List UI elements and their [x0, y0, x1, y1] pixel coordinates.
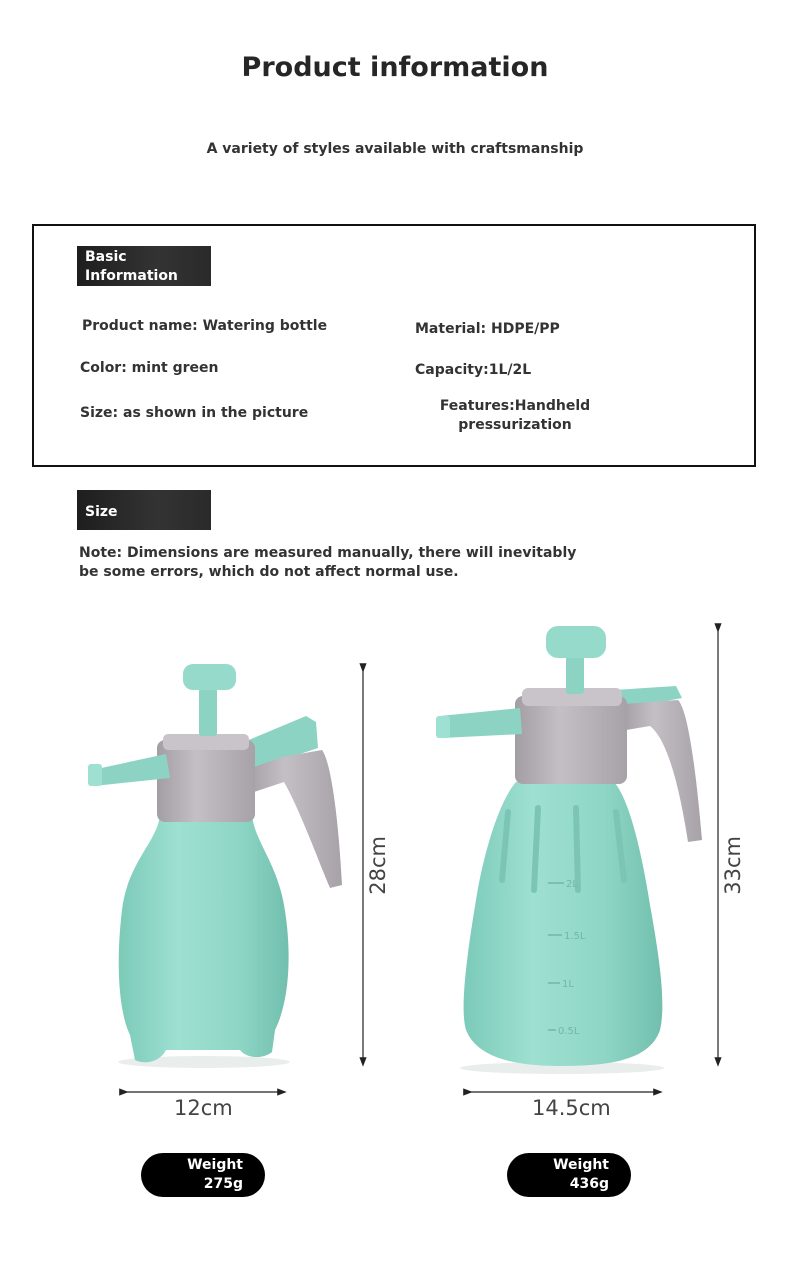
features-line1: Features:Handheld: [439, 398, 591, 414]
size: Size: as shown in the picture: [80, 405, 309, 421]
small-weight-value: 275g: [203, 1176, 243, 1192]
small-weight-label: Weight: [187, 1157, 243, 1173]
note-line2: be some errors, which do not affect normal use.: [79, 564, 459, 580]
capacity: Capacity:1L/2L: [415, 362, 532, 378]
features-line2: pressurization: [458, 417, 572, 433]
large-weight-badge: [507, 1153, 631, 1197]
scale-mark-1l: 1L: [562, 979, 574, 990]
large-bottle: [436, 626, 702, 1074]
basic-info-tag-line2: Information: [85, 268, 178, 284]
basic-info-tag-line1: Basic: [85, 249, 127, 265]
size-tag: Size: [77, 490, 211, 530]
small-width-label: 12cm: [174, 1096, 233, 1120]
small-height-label: 28cm: [366, 836, 390, 895]
scale-mark-0-5l: 0.5L: [558, 1026, 580, 1037]
large-weight-value: 436g: [569, 1176, 609, 1192]
large-height-label: 33cm: [721, 836, 745, 895]
page-subtitle: A variety of styles available with craftsmanship: [206, 141, 584, 157]
scale-mark-2l: 2L: [566, 879, 578, 890]
product-name: Product name: Watering bottle: [82, 318, 328, 334]
large-width-label: 14.5cm: [532, 1096, 611, 1120]
large-weight-label: Weight: [553, 1157, 609, 1173]
material: Material: HDPE/PP: [415, 321, 560, 337]
small-bottle: [88, 664, 342, 1068]
scale-mark-1-5l: 1.5L: [564, 931, 586, 942]
page-title: Product information: [241, 52, 549, 83]
note-line1: Note: Dimensions are measured manually, there will inevitably: [79, 545, 577, 561]
color: Color: mint green: [80, 360, 219, 376]
small-weight-badge: [141, 1153, 265, 1197]
